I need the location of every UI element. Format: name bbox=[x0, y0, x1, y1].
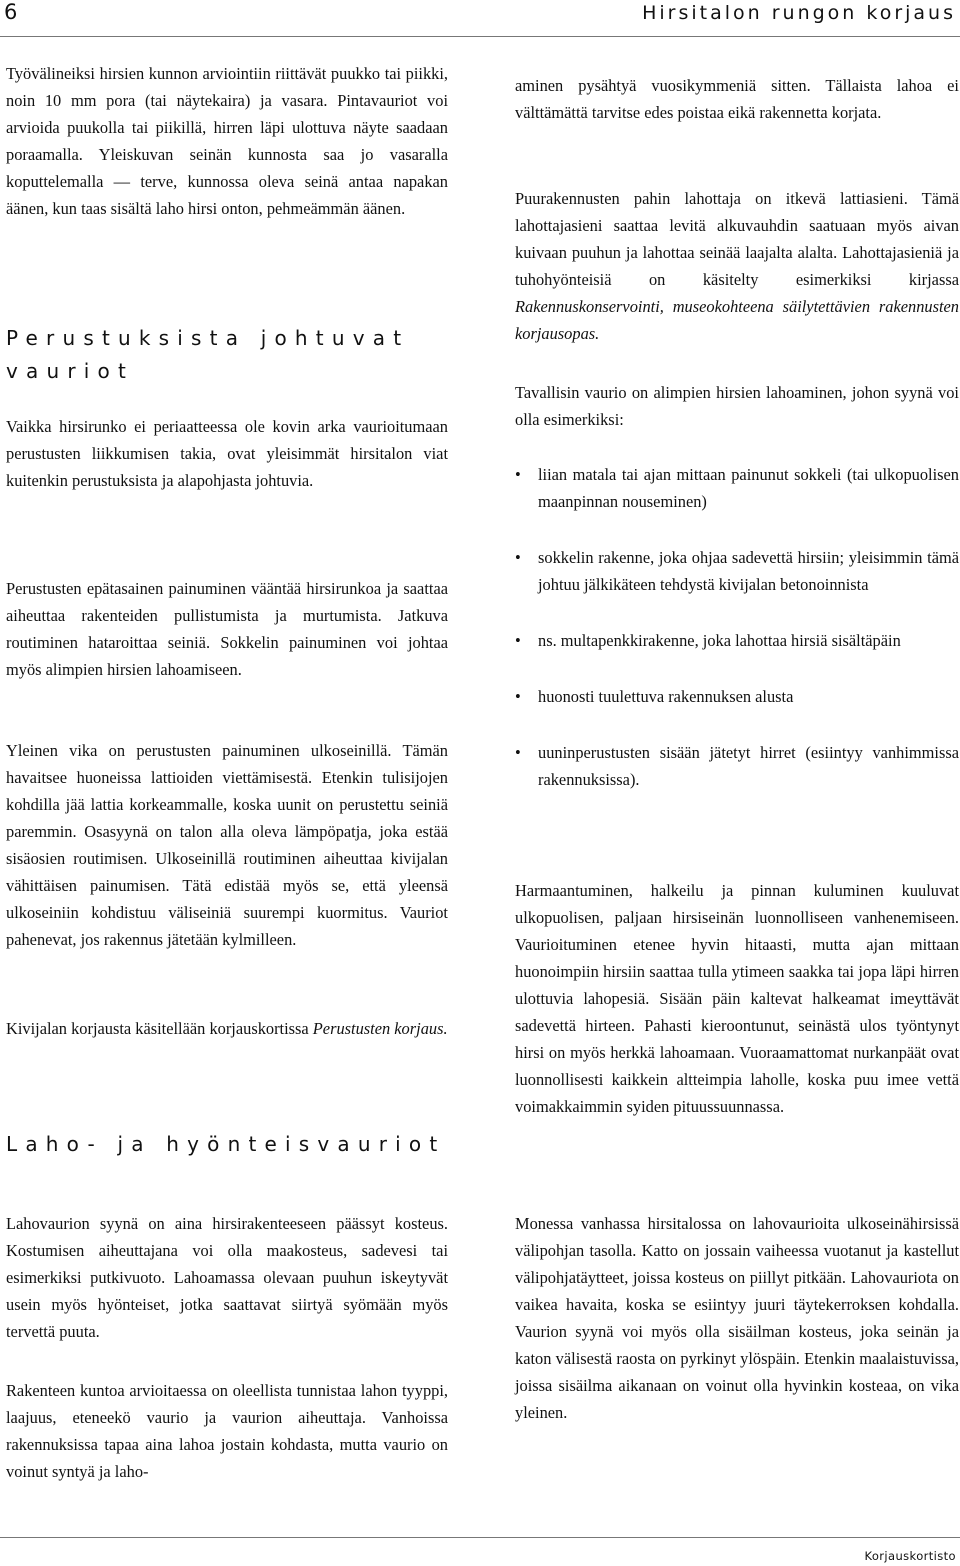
bullet-icon: • bbox=[515, 631, 521, 650]
paragraph-reference-foundation bbox=[6, 1015, 448, 1042]
paragraph-dry-rot bbox=[515, 185, 959, 347]
list-item bbox=[515, 461, 959, 515]
bullet-icon: • bbox=[515, 687, 521, 706]
paragraph-weathering: Harmaantuminen, halkeilu ja pinnan kuluminen kuuluvat ulkopuolisen, paljaan hirsiseinän luonnolliseen vanhenemiseen. Vaurioituminen etenee hyvin hitaasti, mutta ajan mittaan huonoimpiin hirsiin saattaa tulla ytimeen saakka tai jopa läpi hirren ulottuvia lahopesiä. Sisään päin kaltevat halkeamat imeyttävät sadevettä hirteen. Pahasti kieroontunut, seinästä ulos työntynyt hirsi on myös herkkä lahoamaan. Vuoraamattomat nurkanpäät ovat luonnollisesti kaikkein altteimpia laholle, koska puu imee vettä voimakkaimmin syiden pituussuunnassa. bbox=[515, 881, 959, 1116]
dry-rot-text: Puurakennusten pahin lahottaja on itkevä lattiasieni. Tämä lahottajasieni saattaa levitä alkuvauhdin saatuaan myös aivan kuivaan puuhun ja lahottaa seinää laajalta alalta. Lahottajasieniä ja tuhohyönteisiä on käsitelty esimerkiksi kirjassa bbox=[515, 189, 959, 289]
footer-divider bbox=[0, 1537, 960, 1538]
section-heading-rot-insect-damage: Laho- ja hyönteisvauriot bbox=[6, 1132, 446, 1156]
list-item-text: huonosti tuulettuva rakennuksen alusta bbox=[538, 687, 794, 706]
paragraph-intermediate-floor: Monessa vanhassa hirsitalossa on lahovaurioita ulkoseinähirsissä välipohjan tasolla. Katto on jossain vaiheessa vuotanut ja kastellut välipohjatäytteet, joissa kosteus on piillyt pitkään. Lahovauriota on vaikea havaita, koska se esiintyy juuri täytekerroksen kohdalla. Vaurion syynä voi myös olla sisäilman kosteus, joka seinän ja katon välisestä raosta on pyrkinyt ylöspäin. Etenkin maalaistuvissa, joissa sisäilma aikanaan on voinut olla hyvinkin kosteaa, on vika yleinen. bbox=[515, 1214, 959, 1422]
list-item-text: ns. multapenkkirakenne, joka lahottaa hirsiä sisältäpäin bbox=[538, 631, 901, 650]
list-item bbox=[515, 739, 959, 793]
paragraph-foundation-intro: Vaikka hirsirunko ei periaatteessa ole kovin arka vaurioitumaan perustusten liikkumisen takia, ovat yleisimmät hirsitalon viat kuitenkin perustuksista ja alapohjasta johtuvia. bbox=[6, 417, 448, 490]
footer-label: Korjauskortisto bbox=[864, 1549, 956, 1563]
section-heading-foundation-damage bbox=[6, 322, 448, 388]
paragraph-tools: Työvälineiksi hirsien kunnon arviointiin riittävät puukko tai piikki, noin 10 mm pora (tai näytekaira) ja vasara. Pintavauriot voi arvioida puukolla tai piikillä, hirren läpi ulottuva näyte saadaan poraamalla. Yleiskuvan seinän kunnosta saa jo vasaralla koputtelemalla — terve, kunnossa oleva seinä antaa napakan äänen, kun taas sisältä laho hirsi onton, pehmeämmän äänen. bbox=[6, 64, 448, 218]
paragraph-rot-cause: Lahovaurion syynä on aina hirsirakenteeseen päässyt kosteus. Kostumisen aiheuttajana voi olla maakosteus, sadevesi tai esimerkiksi putkivuoto. Lahoamassa olevaan puuhun iskeytyvät usein myös hyönteiset, jotka saattavat siirtyä syömään myös tervettä puuta. bbox=[6, 1214, 448, 1341]
book-title: Rakennuskonservointi, museokohteena säilytettävien rakennusten korjausopas. bbox=[515, 297, 959, 343]
paragraph-uneven-settling: Perustusten epätasainen painuminen vääntää hirsirunkoa ja saattaa aiheuttaa rakenteiden pullistumista ja murtumista. Jatkuva routiminen hataroittaa seiniä. Sokkelin painuminen voi johtaa myös alimpien hirsien lahoamiseen. bbox=[6, 579, 448, 679]
page-header-title: Hirsitalon rungon korjaus bbox=[642, 2, 956, 24]
reference-text: Kivijalan korjausta käsitellään korjauskortissa bbox=[6, 1019, 313, 1038]
bullet-icon: • bbox=[515, 548, 521, 567]
list-item-text: liian matala tai ajan mittaan painunut sokkeli (tai ulkopuolisen maanpinnan nouseminen) bbox=[538, 465, 959, 511]
paragraph-assessment: Rakenteen kuntoa arvioitaessa on oleellista tunnistaa lahon tyyppi, laajuus, eteneekö vaurio ja vaurion aiheuttaja. Vanhoissa rakennuksissa tapaa aina lahoa jostain kohdasta, mutta vaurio on voinut syntyä ja laho- bbox=[6, 1381, 448, 1481]
list-item bbox=[515, 627, 959, 654]
paragraph-common-damage: Tavallisin vaurio on alimpien hirsien lahoaminen, johon syynä voi olla esimerkiksi: bbox=[515, 383, 959, 429]
bullet-icon: • bbox=[515, 743, 521, 762]
list-item bbox=[515, 683, 959, 710]
heading-line: Perustuksista johtuvat bbox=[6, 326, 410, 350]
paragraph-rot-continued: aminen pysähtyä vuosikymmeniä sitten. Tällaista lahoa ei välttämättä tarvitse edes poistaa eikä rakennetta korjata. bbox=[515, 76, 959, 122]
reference-title: Perustusten korjaus. bbox=[312, 1019, 448, 1038]
list-item-text: uuninperustusten sisään jätetyt hirret (esiintyy vanhimmissa rakennuksissa). bbox=[538, 743, 959, 789]
cause-list bbox=[515, 461, 959, 793]
list-item-text: sokkelin rakenne, joka ohjaa sadevettä hirsiin; yleisimmin tämä johtuu jälkikäteen tehdystä kivijalan betonoinnista bbox=[538, 548, 959, 594]
heading-line: vauriot bbox=[6, 359, 135, 383]
page-number: 6 bbox=[4, 0, 18, 24]
bullet-icon: • bbox=[515, 465, 521, 484]
header-divider bbox=[0, 36, 960, 37]
paragraph-outer-wall-settling: Yleinen vika on perustusten painuminen ulkoseinillä. Tämän havaitsee huoneissa lattioiden viettämisestä. Etenkin tulisijojen kohdilla jää lattia korkeammalle, koska uunit on perustettu seiniä paremmin. Osasyynä on talon alla oleva lämpöpatja, joka estää sisäosien routimisen. Ulkoseinillä routiminen aiheuttaa kivijalan vähittäisen painumisen. Tätä edistää myös se, että yleensä ulkoseiniin kohdistuu väliseiniä suurempi kuormitus. Vauriot pahenevat, jos rakennus jätetään kylmilleen. bbox=[6, 741, 448, 949]
list-item bbox=[515, 544, 959, 598]
